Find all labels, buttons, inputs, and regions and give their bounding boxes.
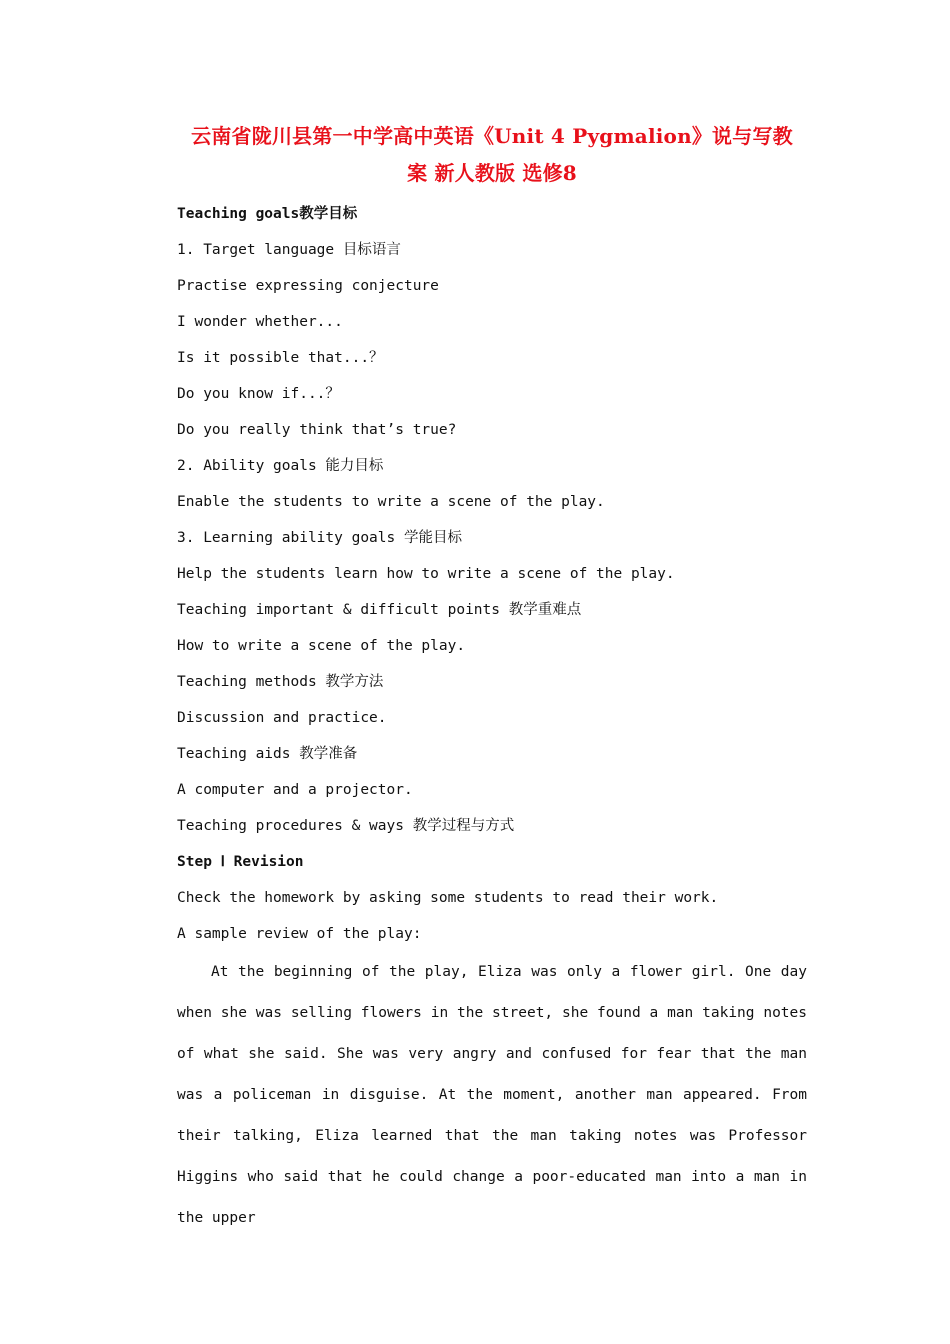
heading-teaching-goals: Teaching goals教学目标	[177, 206, 358, 222]
text-line: 3. Learning ability goals 学能目标	[177, 530, 462, 546]
text-line: How to write a scene of the play.	[177, 638, 466, 654]
title-line-2: 案 新人教版 选修8	[407, 161, 577, 185]
text-line: 1. Target language 目标语言	[177, 242, 401, 258]
text-line: Check the homework by asking some students to read their work.	[177, 890, 719, 906]
text-line: Practise expressing conjecture	[177, 278, 439, 294]
text-line: Do you know if...？	[177, 386, 340, 402]
text-line: Enable the students to write a scene of the play.	[177, 494, 605, 510]
text-line: Teaching aids 教学准备	[177, 746, 358, 762]
text-line: Do you really think that’s true?	[177, 422, 457, 438]
text-line: Teaching methods 教学方法	[177, 674, 384, 690]
text-line: Help the students learn how to write a scene of the play.	[177, 566, 675, 582]
text-line: Is it possible that...？	[177, 350, 384, 366]
sample-review-paragraph: At the beginning of the play, Eliza was only a flower girl. One day when she was selling flowers in the street, she found a man taking notes of what she said. She was very angry and confused for fear that the man was a policeman in disguise. At the moment, another man appeared. From their talking, Eliza learned that the man taking notes was Professor Higgins who said that he could change a poor-educated man into a man in the upper	[177, 964, 807, 1226]
text-line: A computer and a projector.	[177, 782, 413, 798]
text-line: Discussion and practice.	[177, 710, 387, 726]
document-title	[177, 118, 807, 192]
text-line: 2. Ability goals 能力目标	[177, 458, 384, 474]
text-line: A sample review of the play:	[177, 926, 422, 942]
text-line: Teaching important & difficult points 教学重难点	[177, 602, 582, 618]
document-page	[177, 118, 807, 1254]
text-line: I wonder whether...	[177, 314, 343, 330]
heading-step-revision: Step Ⅰ Revision	[177, 854, 304, 870]
text-line: Teaching procedures & ways 教学过程与方式	[177, 818, 515, 834]
title-line-1: 云南省陇川县第一中学高中英语《Unit 4 Pygmalion》说与写教	[191, 124, 793, 148]
